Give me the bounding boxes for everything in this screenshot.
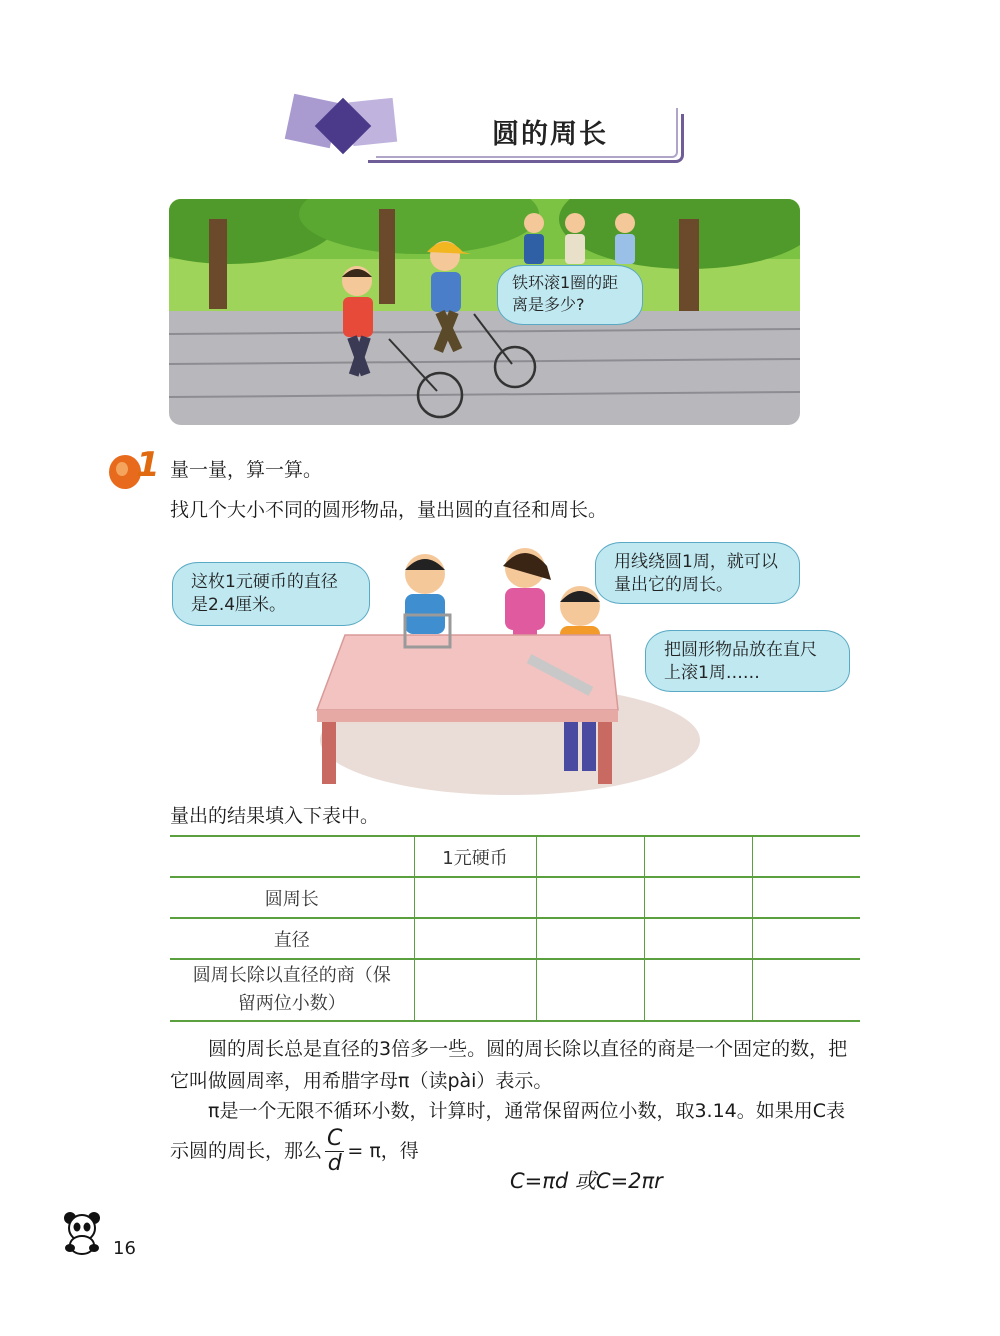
table-cell: [752, 959, 860, 1021]
table-cell: [644, 877, 752, 918]
speech-bubble-string: 用线绕圆1周，就可以量出它的周长。: [595, 542, 800, 604]
table-cell: [644, 959, 752, 1021]
table-header-cell: [170, 836, 414, 877]
panda-icon: [60, 1210, 106, 1256]
table-cell: [414, 959, 536, 1021]
hoop-rolling-illustration: [169, 199, 800, 425]
fraction-numerator: C: [327, 1126, 343, 1151]
table-header-cell: [536, 836, 644, 877]
table-row-label: 圆周长除以直径的商（保留两位小数）: [170, 959, 414, 1021]
table-cell: [752, 918, 860, 959]
lesson-title: 圆的周长: [492, 119, 608, 150]
table-cell: [536, 959, 644, 1021]
table-row: [170, 877, 860, 918]
circumference-formula: C=πd 或C=2πr: [510, 1169, 663, 1193]
speech-bubble-coin: 这枚1元硬币的直径是2.4厘米。: [172, 562, 370, 626]
table-header-row: [170, 836, 860, 877]
page-number: 16: [113, 1238, 136, 1259]
exercise-instruction: 找几个大小不同的圆形物品，量出圆的直径和周长。: [170, 499, 608, 521]
table-row-label: 圆周长: [170, 877, 414, 918]
speech-bubble-hoop: 铁环滚1圈的距离是多少?: [497, 265, 643, 325]
table-cell: [536, 918, 644, 959]
table-cell: [752, 877, 860, 918]
exercise-heading: 量一量，算一算。: [170, 459, 323, 481]
table-row: [170, 918, 860, 959]
explanation-paragraph-2-text: π是一个无限不循环小数，计算时，通常保留两位小数，取3.14。如果用C表示圆的周长，那么: [170, 1100, 846, 1162]
pi-fraction: [325, 1127, 344, 1176]
exercise-number-badge: [103, 447, 159, 493]
table-header-cell: [752, 836, 860, 877]
table-header-cell: [644, 836, 752, 877]
explanation-paragraph-2: [170, 1095, 860, 1176]
measurement-table: [170, 835, 860, 1022]
exercise-number: 1: [136, 445, 160, 485]
explanation-paragraph-1: 圆的周长总是直径的3倍多一些。圆的周长除以直径的商是一个固定的数，把它叫做圆周率，用希腊字母π（读pài）表示。: [170, 1038, 848, 1092]
title-decoration: [283, 92, 413, 164]
table-cell: [414, 877, 536, 918]
table-row: [170, 959, 860, 1021]
fraction-denominator: d: [327, 1151, 342, 1176]
table-header-cell: 1元硬币: [414, 836, 536, 877]
fraction-tail: = π，得: [347, 1140, 419, 1162]
speech-bubble-ruler: 把圆形物品放在直尺上滚1周……: [645, 630, 850, 692]
table-cell: [414, 918, 536, 959]
table-caption: 量出的结果填入下表中。: [170, 805, 380, 827]
table-cell: [536, 877, 644, 918]
table-cell: [644, 918, 752, 959]
table-row-label: 直径: [170, 918, 414, 959]
measuring-illustration: [170, 540, 860, 800]
